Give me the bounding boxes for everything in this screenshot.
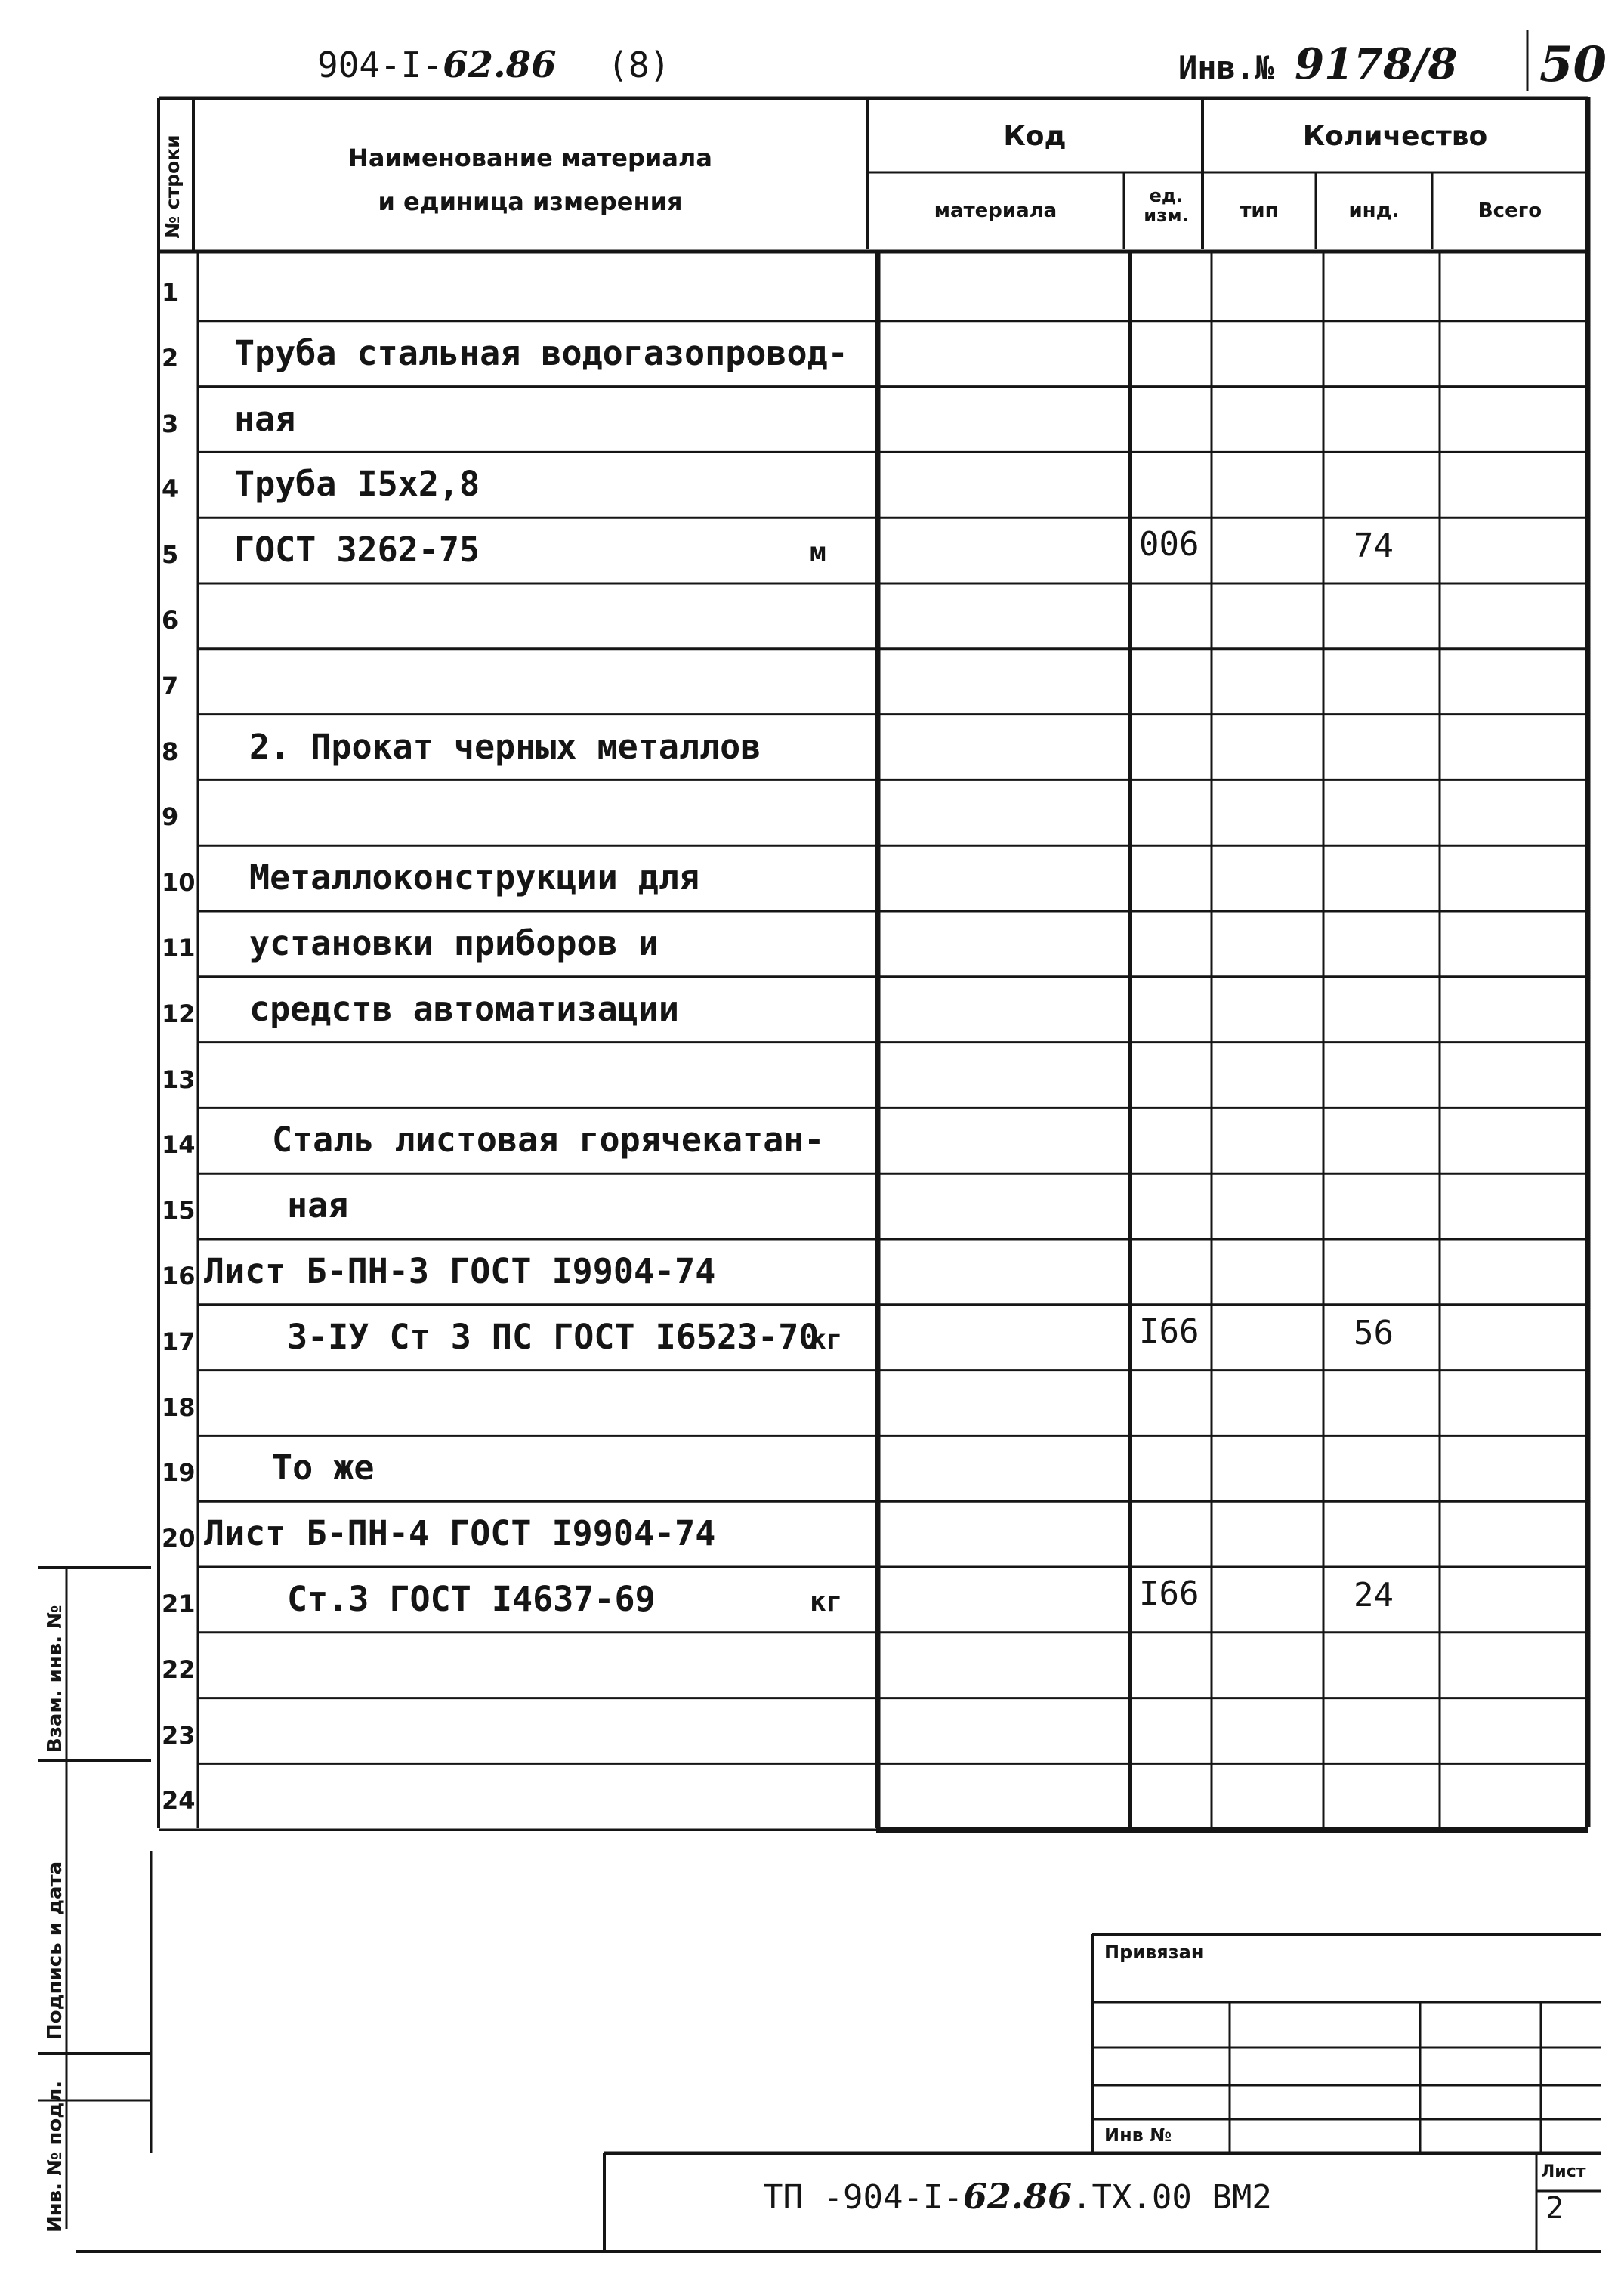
- quantity-individual: 24: [1354, 1576, 1394, 1615]
- row-number: 23: [162, 1720, 196, 1750]
- col-header-quantity: Количество: [1302, 121, 1488, 152]
- row-number: 18: [162, 1392, 196, 1422]
- material-name: Труба стальная водогазопровод-: [234, 332, 848, 373]
- col-header-qty-ind: инд.: [1348, 199, 1400, 222]
- row-number: 9: [162, 802, 179, 832]
- row-number: 5: [162, 540, 179, 570]
- unit-of-measure: кг: [810, 1324, 843, 1355]
- row-number: 24: [162, 1786, 196, 1816]
- side-label-vzam-inv: Взам. инв. №: [44, 1605, 66, 1753]
- material-name: 3-IУ Ст 3 ПС ГОСТ I6523-70: [287, 1316, 820, 1357]
- row-number: 20: [162, 1524, 196, 1553]
- doc-code-sheet: (8): [607, 45, 671, 85]
- row-number: 17: [162, 1327, 196, 1356]
- col-header-name-line2: и единица измерения: [378, 187, 683, 216]
- col-header-name: [198, 136, 863, 224]
- material-name: 2. Прокат черных металлов: [249, 726, 761, 767]
- row-number: 12: [162, 999, 196, 1028]
- side-label-inv-podl: Инв. № подл.: [44, 2080, 66, 2233]
- row-number: 6: [162, 606, 179, 635]
- unit-code: I66: [1139, 1312, 1199, 1351]
- material-name: ГОСТ 3262-75: [234, 530, 480, 570]
- material-name: Труба I5x2,8: [234, 464, 480, 505]
- quantity-individual: 56: [1354, 1313, 1394, 1352]
- row-number: 16: [162, 1262, 196, 1290]
- material-name: средств автоматизации: [249, 988, 679, 1029]
- row-number: 13: [162, 1065, 196, 1094]
- row-number: 21: [162, 1590, 196, 1618]
- stamp-sheet-label: Лист: [1541, 2162, 1586, 2181]
- row-number: 8: [162, 737, 179, 766]
- stamp-code-handwritten: 62.86: [962, 2176, 1072, 2217]
- stamp-code-suffix: .ТХ.00 ВМ2: [1071, 2178, 1272, 2217]
- col-header-code-unit: ед. изм.: [1144, 185, 1189, 226]
- side-label-podpis-data: Подпись и дата: [44, 1861, 66, 2040]
- material-name: Лист Б-ПН-4 ГОСТ I9904-74: [204, 1513, 716, 1554]
- stamp-privyazan: Привязан: [1104, 1942, 1204, 1963]
- material-name: Металлоконструкции для: [249, 858, 700, 898]
- col-header-qty-total: Всего: [1477, 199, 1542, 222]
- col-header-code-material: материала: [934, 199, 1057, 222]
- page-number-handwritten: 50: [1539, 36, 1607, 93]
- stamp-document-code: [763, 2176, 1272, 2217]
- material-name: установки приборов и: [249, 923, 659, 963]
- doc-code-prefix: 904-I-: [317, 45, 443, 85]
- row-number: 15: [162, 1196, 196, 1225]
- unit-of-measure: кг: [810, 1587, 843, 1618]
- material-name: Сталь листовая горячекатан-: [272, 1120, 825, 1160]
- stamp-inv-no: Инв №: [1104, 2125, 1172, 2146]
- row-number: 19: [162, 1458, 196, 1488]
- material-name: Ст.3 ГОСТ I4637-69: [287, 1579, 656, 1619]
- material-name: ная: [287, 1185, 349, 1226]
- material-name: ная: [234, 398, 296, 439]
- doc-code-handwritten: 62.86: [443, 44, 557, 86]
- row-number: 4: [162, 474, 179, 504]
- inventory-label: Инв.№: [1178, 49, 1274, 86]
- unit-of-measure: м: [810, 537, 826, 569]
- material-name: Лист Б-ПН-3 ГОСТ I9904-74: [204, 1251, 716, 1291]
- material-name: То же: [272, 1448, 375, 1488]
- col-header-row-number: № строки: [162, 134, 184, 239]
- stamp-sheet-number: 2: [1545, 2191, 1564, 2226]
- row-number: 22: [162, 1655, 196, 1684]
- quantity-individual: 74: [1354, 527, 1394, 566]
- unit-code: 006: [1139, 525, 1199, 564]
- row-number: 10: [162, 868, 196, 898]
- row-number: 1: [162, 278, 179, 307]
- col-header-name-line1: Наименование материала: [348, 144, 712, 172]
- row-number: 3: [162, 409, 179, 438]
- inventory-handwritten: 9178/8: [1295, 39, 1458, 89]
- row-number: 14: [162, 1130, 196, 1160]
- row-number: 2: [162, 343, 179, 372]
- col-header-code: Код: [1003, 121, 1067, 152]
- unit-code: I66: [1139, 1575, 1199, 1613]
- row-number: 7: [162, 671, 179, 700]
- row-number: 11: [162, 934, 196, 963]
- stamp-code-prefix: ТП -904-I-: [763, 2178, 963, 2217]
- col-header-qty-type: тип: [1240, 199, 1279, 222]
